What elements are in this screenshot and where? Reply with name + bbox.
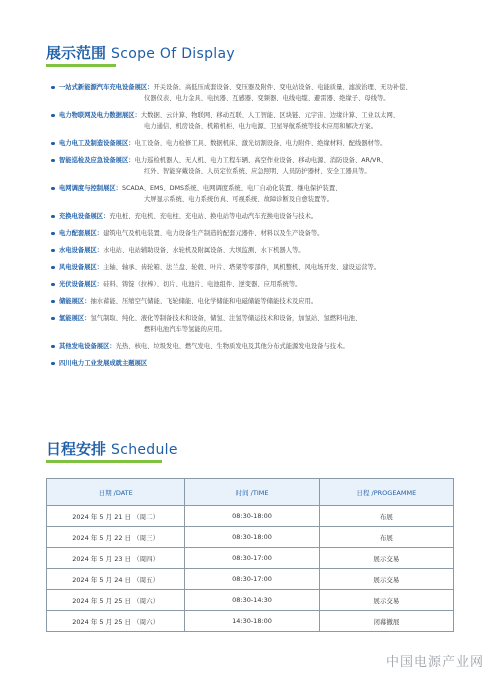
bullet-dot-icon	[51, 232, 55, 236]
exhibit-item	[50, 155, 470, 177]
exhibit-item-desc: 氢气制取、纯化、液化等制备技术和设备，储氢、注氢等储运技术和设备，加氢站、氢燃料电池、	[90, 315, 362, 322]
exhibit-list	[50, 82, 470, 375]
exhibit-item	[50, 138, 470, 149]
schedule-table	[46, 478, 454, 632]
exhibit-item-desc: 抽水蓄能、压缩空气储能、飞轮储能、电化学储能和电磁储能等储能技术及应用。	[90, 298, 318, 305]
exhibit-item	[50, 341, 470, 352]
schedule-title-en: Schedule	[111, 442, 178, 458]
exhibit-item-desc: 电工设备、电力检修工具、数据机床、激光切割设备、电力附件、绝缘材料、配线器材等。	[134, 140, 387, 147]
bullet-dot-icon	[51, 266, 55, 270]
cell-time: 08:30-18:00	[185, 527, 319, 548]
exhibit-item-desc: 主轴、轴承、齿轮箱、法兰盘、轮毂、叶片、塔架等零部件，风机整机、风电场开发、建设运营等。	[103, 264, 381, 271]
exhibit-item-desc: 开关设备、高低压成套设备、变压器及附件、变电站设备、电能质量、滤波治理、无功补偿、	[153, 84, 412, 91]
exhibit-item	[50, 296, 470, 307]
exhibit-item	[50, 358, 470, 369]
header-programme: 日程 /PROGEAMME	[319, 479, 453, 506]
exhibit-item	[50, 82, 470, 104]
exhibit-item-name: 光伏设备展区：	[59, 281, 104, 288]
bullet-dot-icon	[51, 345, 55, 349]
bullet-dot-icon	[51, 317, 55, 321]
exhibit-item-desc: 水电站、电站辅助设备、水轮机及附属设备、大坝监测、水下机器人等。	[103, 247, 305, 254]
exhibit-item	[50, 228, 470, 239]
table-row	[47, 548, 454, 569]
bullet-dot-icon	[51, 187, 55, 191]
cell-programme: 展示交易	[319, 569, 453, 590]
exhibit-item-name: 水电设备展区：	[59, 247, 104, 254]
cell-date: 2024 年 5 月 22 日 （周三）	[47, 527, 185, 548]
schedule-title-underline	[46, 460, 162, 463]
cell-programme: 闭幕撤展	[319, 611, 453, 632]
exhibit-item-desc: 大数据、云计算、物联网、移动互联、人工智能、区块链、元宇宙、边缘计算、工业以太网、	[140, 112, 400, 119]
table-row	[47, 611, 454, 632]
exhibit-item-name: 一站式新能源汽车充电设备展区：	[59, 84, 154, 91]
exhibits-title-underline	[46, 64, 116, 67]
schedule-title	[46, 440, 178, 459]
exhibit-item	[50, 313, 470, 335]
exhibit-item	[50, 211, 470, 222]
bullet-dot-icon	[51, 114, 55, 118]
bullet-dot-icon	[51, 215, 55, 219]
cell-time: 08:30-14:30	[185, 590, 319, 611]
exhibit-item-name: 其他发电设备展区：	[59, 343, 116, 350]
exhibit-item-desc: 电力巡检机器人、无人机、电力工程车辆、高空作业设备、移动电源、消防设备、AR/VR、	[134, 157, 388, 164]
exhibit-item-name: 电力电工及制造设备展区：	[59, 140, 135, 147]
exhibit-item-desc: 光热、核电、垃圾发电、燃气发电、生物质发电及其他分布式能源发电设备与技术。	[115, 343, 349, 350]
bullet-dot-icon	[51, 362, 55, 366]
exhibit-item-name: 电力物联网及电力数据展区：	[59, 112, 141, 119]
cell-time: 08:30-17:00	[185, 569, 319, 590]
exhibit-item-name: 储能展区：	[59, 298, 91, 305]
bullet-dot-icon	[51, 300, 55, 304]
exhibit-item-desc: 充电桩、充电机、充电柱、充电站、换电站等电动汽车充换电设备与技术。	[109, 213, 318, 220]
exhibit-item-name: 智能巡检及应急设备展区：	[59, 157, 135, 164]
exhibit-item-desc: 燃料电池汽车等氢能的应用。	[144, 326, 226, 333]
exhibit-item-desc: 电力通信、机房设备、机箱机柜、电力电源、卫星导航系统等技术应用和解决方案。	[144, 123, 377, 130]
cell-time: 08:30-18:00	[185, 506, 319, 527]
bullet-dot-icon	[51, 159, 55, 163]
cell-programme: 展示交易	[319, 590, 453, 611]
schedule-title-zh: 日程安排	[46, 440, 107, 458]
header-date: 日期 /DATE	[47, 479, 185, 506]
bullet-dot-icon	[51, 283, 55, 287]
cell-programme: 展示交易	[319, 548, 453, 569]
exhibit-item	[50, 183, 470, 205]
cell-time: 08:30-17:00	[185, 548, 319, 569]
exhibits-title	[46, 44, 235, 63]
watermark: 中国电源产业网	[385, 655, 484, 670]
cell-date: 2024 年 5 月 25 日 （周六）	[47, 590, 185, 611]
table-row	[47, 590, 454, 611]
schedule-header-row	[47, 479, 454, 506]
exhibit-item-name: 充换电设备展区：	[59, 213, 110, 220]
cell-time: 14:30-18:00	[185, 611, 319, 632]
bullet-dot-icon	[51, 86, 55, 90]
exhibit-item	[50, 110, 470, 132]
table-row	[47, 569, 454, 590]
exhibit-item	[50, 262, 470, 273]
exhibit-item-desc: 大屏显示系统、电力系统仿真、可视系统、故障诊断及自愈装置等。	[144, 196, 333, 203]
header-time: 时间 /TIME	[185, 479, 319, 506]
cell-date: 2024 年 5 月 25 日 （周六）	[47, 611, 185, 632]
exhibit-item	[50, 279, 470, 290]
bullet-dot-icon	[51, 249, 55, 253]
exhibit-item-desc: 硅料、铸锭（拉棒）、切片、电池片、电池组件、逆变器、应用系统等。	[103, 281, 302, 288]
cell-programme: 布展	[319, 506, 453, 527]
table-row	[47, 506, 454, 527]
exhibit-item-desc: 建筑电气及机电装置、电力设备生产制造的配套元器件、材料以及生产设备等。	[103, 230, 324, 237]
exhibit-item-name: 电网调度与控制展区：	[59, 185, 122, 192]
cell-date: 2024 年 5 月 23 日 （周四）	[47, 548, 185, 569]
exhibit-item-desc: 仪器仪表、电力金具、电抗器、互感器、变频器、电线电缆、避雷器、绝缘子、母线等。	[144, 95, 390, 102]
exhibit-item-name: 氢能展区：	[59, 315, 91, 322]
schedule-body	[47, 506, 454, 632]
cell-date: 2024 年 5 月 24 日 （周五）	[47, 569, 185, 590]
exhibit-item-name: 电力配套展区：	[59, 230, 104, 237]
exhibits-title-en: Scope Of Display	[111, 46, 235, 62]
cell-date: 2024 年 5 月 21 日 （周二）	[47, 506, 185, 527]
bullet-dot-icon	[51, 142, 55, 146]
exhibit-item-name: 四川电力工业发展成就主题展区	[59, 360, 148, 367]
exhibit-item-name: 风电设备展区：	[59, 264, 104, 271]
exhibits-title-zh: 展示范围	[46, 44, 107, 62]
table-row	[47, 527, 454, 548]
exhibit-item-desc: 红外、智能穿戴设备、人员定位系统、应急照明、人员防护器材、安全工器具等。	[144, 168, 371, 175]
exhibit-item	[50, 245, 470, 256]
cell-programme: 布展	[319, 527, 453, 548]
exhibit-item-desc: SCADA、EMS、DMS系统、电网调度系统、电厂自动化装置、继电保护装置、	[121, 185, 342, 192]
